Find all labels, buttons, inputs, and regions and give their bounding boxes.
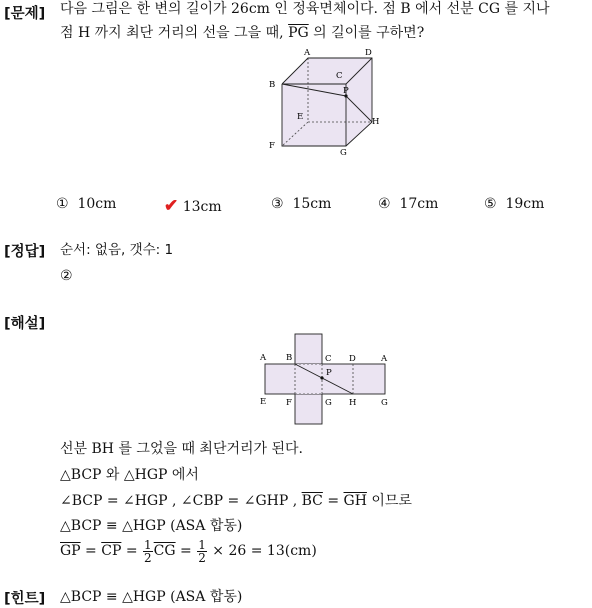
net-label-p: P	[326, 368, 332, 378]
net-label-c: C	[325, 354, 332, 364]
choice-5-number: ⑤	[484, 196, 497, 212]
explanation-line-4: △BCP ≡ △HGP (ASA 합동)	[60, 518, 243, 534]
problem-line-2	[60, 24, 424, 42]
fraction-2-denominator: 2	[198, 550, 206, 565]
segment-bc: $\overline{BC}$	[301, 493, 323, 509]
cube-label-e: E	[297, 112, 304, 122]
problem-line-2-pre: 점 H 까지 최단 거리의 선을 그을 때,	[60, 25, 289, 41]
net-label-h: H	[349, 398, 357, 408]
fraction-1-numerator: 1	[144, 537, 152, 552]
choice-4[interactable]	[378, 196, 438, 212]
segment-cp: $\overline{CP}$	[101, 543, 122, 559]
net-label-f: F	[286, 398, 292, 408]
eq-3: =	[175, 543, 197, 559]
hint-label: [힌트]	[4, 591, 46, 607]
net-figure	[255, 330, 395, 428]
choices	[56, 196, 592, 216]
cube-label-c: C	[336, 71, 343, 81]
problem-line-2-post: 의 길이를 구하면?	[308, 25, 425, 41]
problem-label: [문제]	[4, 6, 46, 22]
segment-gh: $\overline{GH}$	[343, 493, 367, 509]
explanation-line-1: 선분 BH 를 그었을 때 최단거리가 된다.	[60, 441, 303, 457]
net-label-g-right: G	[381, 398, 388, 408]
eq-1: =	[80, 543, 102, 559]
eq-2: =	[121, 543, 143, 559]
net-label-a-right: A	[381, 354, 388, 364]
fraction-1-denominator: 2	[144, 550, 152, 565]
cube-figure	[260, 44, 390, 156]
explanation-line-3	[60, 492, 412, 510]
choice-1-text: 10cm	[77, 196, 117, 212]
choice-1-number: ①	[56, 196, 69, 212]
answer-line-2: ②	[60, 268, 73, 284]
cube-label-d: D	[365, 48, 372, 58]
choice-3-number: ③	[271, 196, 284, 212]
cube-label-f: F	[269, 141, 275, 151]
net-label-e: E	[260, 397, 267, 407]
choice-2-text: 13cm	[182, 199, 222, 215]
explanation-line-5	[60, 538, 317, 564]
problem-line-1: 다음 그림은 한 변의 길이가 26cm 인 정육면체이다. 점 B 에서 선분 CG 를 지나	[60, 1, 550, 17]
segment-pg: $\overline{PG}$	[288, 25, 309, 41]
choice-2[interactable]	[164, 196, 222, 216]
hint-text: △BCP ≡ △HGP (ASA 합동)	[60, 589, 243, 605]
choice-4-text: 17cm	[399, 196, 439, 212]
choice-4-number: ④	[378, 196, 391, 212]
cube-label-a: A	[304, 48, 311, 58]
choice-1[interactable]	[56, 196, 116, 212]
explanation-line-2: △BCP 와 △HGP 에서	[60, 467, 199, 483]
explanation-label: [해설]	[4, 316, 46, 332]
explanation-line-3-a: ∠BCP = ∠HGP , ∠CBP = ∠GHP ,	[60, 493, 302, 509]
segment-cg: $\overline{CG}$	[153, 543, 176, 559]
check-mark-icon: ✔	[164, 196, 179, 216]
fraction-2	[197, 539, 207, 564]
explanation-line-5-tail: × 26 = 13(cm)	[207, 543, 317, 559]
net-label-b: B	[286, 353, 293, 363]
fraction-1	[143, 539, 153, 564]
choice-3[interactable]	[271, 196, 331, 212]
explanation-line-3-b: 이므로	[366, 493, 412, 509]
segment-gp: $\overline{GP}$	[60, 543, 81, 559]
answer-label: [정답]	[4, 244, 46, 260]
net-label-g: G	[325, 398, 332, 408]
cube-label-p: P	[343, 86, 349, 96]
net-label-a-left: A	[260, 353, 267, 363]
cube-label-h: H	[372, 117, 380, 127]
choice-3-text: 15cm	[292, 196, 332, 212]
choice-5-text: 19cm	[505, 196, 545, 212]
cube-label-b: B	[269, 80, 276, 90]
choice-5[interactable]	[484, 196, 544, 212]
net-label-d: D	[349, 354, 356, 364]
answer-line-1: 순서: 없음, 갯수: 1	[60, 242, 174, 258]
fraction-2-numerator: 1	[198, 537, 206, 552]
cube-label-g: G	[340, 148, 347, 156]
explanation-line-3-eq: =	[322, 493, 344, 509]
